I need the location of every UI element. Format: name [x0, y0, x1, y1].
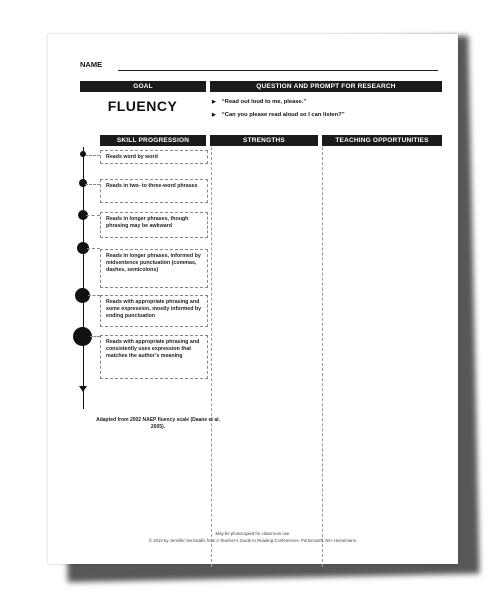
- goal-header: GOAL: [80, 81, 206, 92]
- stage-box: Reads with appropriate phrasing and some expression, mostly informed by ending punctuation: [100, 295, 208, 327]
- teaching-column-divider: [322, 147, 323, 567]
- connector-line: [87, 248, 100, 249]
- question-header: QUESTION AND PROMPT FOR RESEARCH: [210, 81, 442, 92]
- prompt-item: [212, 99, 306, 105]
- goal-title: FLUENCY: [107, 98, 178, 114]
- connector-line: [85, 155, 100, 156]
- strengths-header: STRENGTHS: [210, 135, 318, 146]
- prompt-text: “Read out loud to me, please.”: [221, 99, 307, 105]
- stage-box: Reads in longer phrases, though phrasing may be awkward: [100, 212, 208, 238]
- teaching-opportunities-header: TEACHING OPPORTUNITIES: [322, 135, 442, 146]
- skill-progression-header: SKILL PROGRESSION: [100, 135, 206, 146]
- footer-copyright: © 2019 by Jennifer Serravallo from A Teacher’s Guide to Reading Conferences. Portsmouth, NH: Heinemann.: [148, 538, 358, 543]
- prompt-item: [212, 112, 345, 118]
- footer-permission: May be photocopied for classroom use.: [215, 531, 291, 536]
- prompt-text: “Can you please read aloud so I can listen?”: [221, 112, 345, 118]
- connector-line: [85, 184, 100, 185]
- worksheet-page: [48, 34, 458, 564]
- connector-line: [90, 336, 100, 337]
- connector-line: [88, 295, 100, 296]
- strengths-column-divider: [211, 147, 212, 567]
- arrow-down-icon: [79, 386, 87, 392]
- level-dot: [80, 151, 86, 157]
- level-dot: [79, 179, 87, 187]
- name-label: NAME: [80, 60, 103, 69]
- connector-line: [86, 215, 100, 216]
- triangle-bullet-icon: ▶: [212, 99, 216, 105]
- stage-box: Reads word by word: [100, 150, 208, 164]
- stage-box: Reads in two- to three-word phrases: [100, 179, 208, 203]
- source-note: Adapted from 2002 NAEP fluency scale (Daane et al. 2005).: [96, 417, 220, 430]
- stage-box: Reads with appropriate phrasing and consistently uses expression that matches the author’s meaning: [100, 335, 208, 379]
- name-write-line: [118, 70, 438, 71]
- stage-box: Reads in longer phrases, informed by midsentence punctuation (commas, dashes, semicolons): [100, 249, 208, 288]
- triangle-bullet-icon: ▶: [212, 112, 216, 118]
